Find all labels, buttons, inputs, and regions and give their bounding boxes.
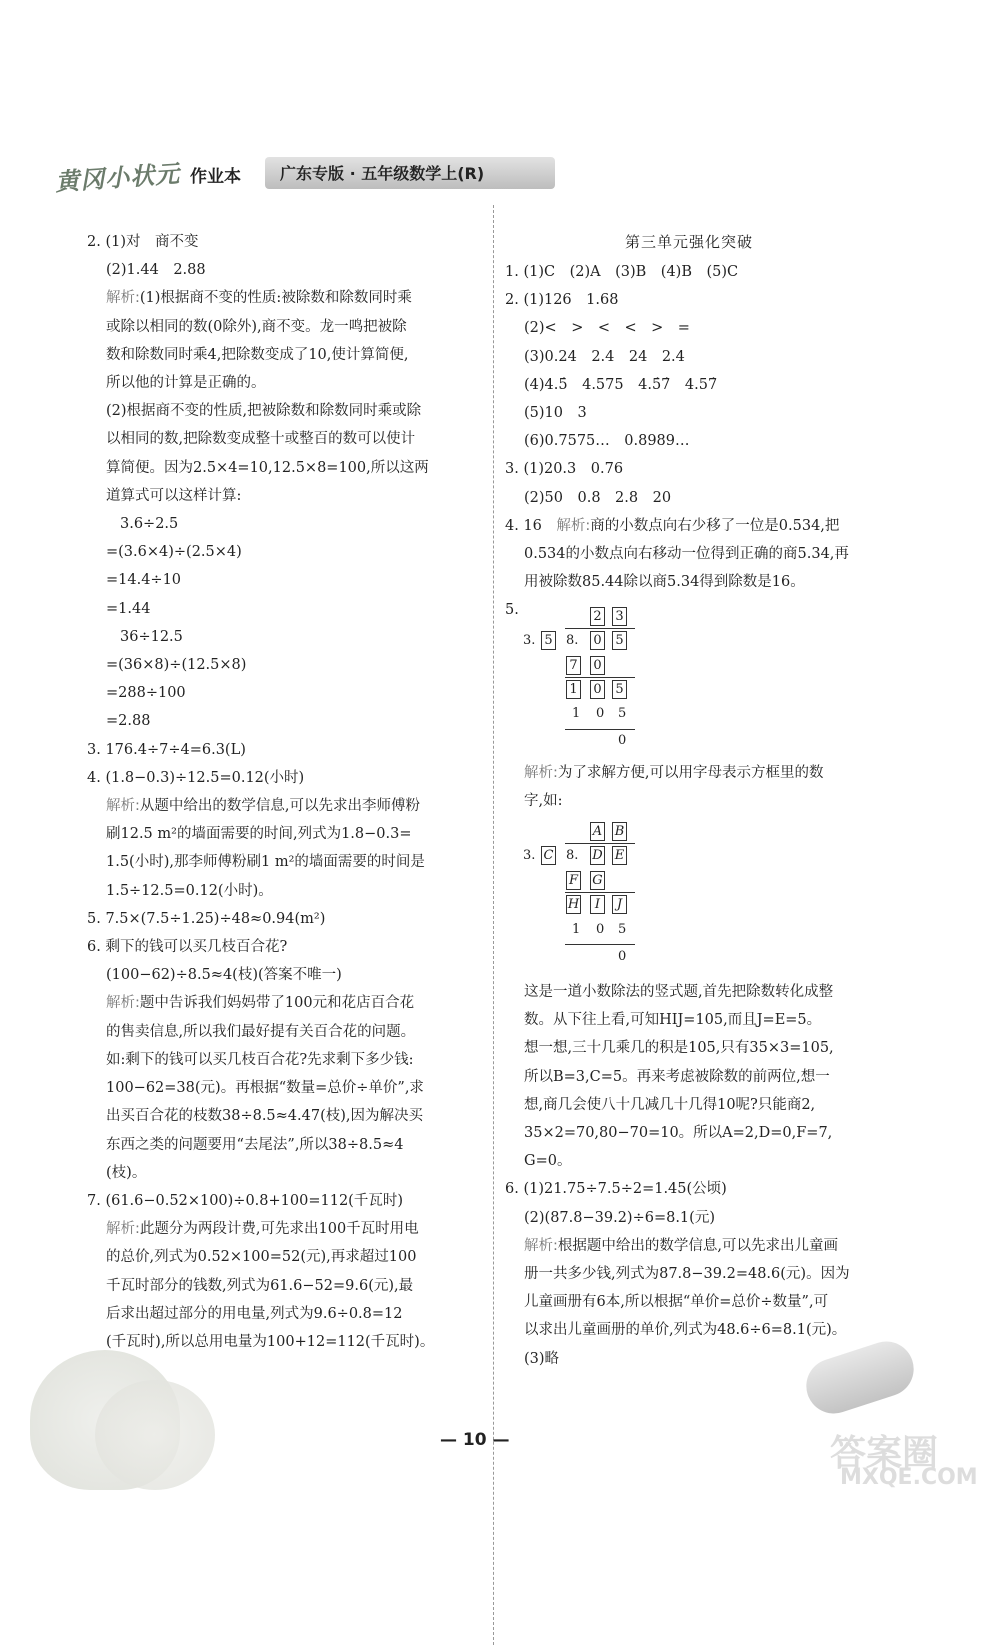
tree-illustration	[95, 1380, 215, 1490]
analysis-line: 解析:题中告诉我们妈妈带了100元和花店百合花	[106, 995, 415, 1012]
answer-line: (100−62)÷8.5≈4(枝)(答案不唯一)	[106, 967, 342, 984]
answer-line: (6)0.7575… 0.8989…	[524, 433, 690, 450]
brand-logo: 黄冈小状元	[54, 159, 181, 197]
analysis-line: 0.534的小数点向右移动一位得到正确的商5.34,再	[524, 546, 849, 563]
quotient-digit-box: 3	[612, 607, 627, 626]
calc-line: =1.44	[106, 600, 151, 617]
analysis-label: 解析:	[106, 1221, 140, 1238]
analysis-line: 以求出儿童画册的单价,列式为48.6÷6=8.1(元)。	[524, 1322, 847, 1339]
analysis-line: 用被除数85.44除以商5.34得到除数是16。	[524, 574, 805, 591]
answer-line: (3)略	[524, 1350, 560, 1367]
division-line	[565, 677, 635, 678]
step-letter-box: G	[590, 871, 605, 890]
answer-line: 1. (1)C (2)A (3)B (4)B (5)C	[505, 264, 739, 280]
watermark-url: MXQE.COM	[840, 1465, 978, 1490]
calc-line: =2.88	[106, 713, 151, 730]
step-digit: 1	[572, 922, 581, 937]
step-digit: 0	[596, 706, 605, 721]
dividend-digit-box: 0	[590, 631, 605, 650]
calc-line: =288÷100	[106, 685, 186, 702]
step-digit-box: 0	[590, 656, 605, 675]
answer-line: 2. (1)126 1.68	[505, 292, 619, 309]
answer-line: 7. (61.6−0.52×100)÷0.8+100=112(千瓦时)	[87, 1192, 403, 1209]
analysis-line: 所以B=3,C=5。再来考虑被除数的前两位,想一	[524, 1068, 830, 1085]
division-line	[565, 944, 635, 945]
analysis-line: 后求出超过部分的用电量,列式为9.6÷0.8=12	[106, 1305, 403, 1322]
step-digit: 1	[572, 706, 581, 721]
analysis-line: 解析:(1)根据商不变的性质:被除数和除数同时乘	[106, 290, 412, 307]
analysis-label: 解析:	[106, 290, 140, 307]
book-title: 作业本	[190, 167, 241, 187]
analysis-line: 想,商几会使八十几减几十几得10呢?只能商2,	[524, 1096, 816, 1113]
divisor-text: 3.	[523, 633, 536, 648]
analysis-line: 解析:为了求解方便,可以用字母表示方框里的数	[524, 765, 824, 781]
analysis-line: 东西之类的问题要用“去尾法”,所以38÷8.5≈4	[106, 1136, 404, 1153]
step-letter-box: I	[590, 895, 605, 914]
left-column	[87, 228, 487, 1356]
right-column-mid	[505, 759, 925, 815]
quotient-digit-box: 2	[590, 607, 605, 626]
watermark: 答案圈	[830, 1433, 939, 1474]
divisor-letter-box: C	[541, 846, 556, 865]
step-digit: 5	[618, 922, 627, 937]
answer-line: 3. (1)20.3 0.76	[505, 461, 624, 478]
quotient-letter-box: B	[612, 822, 627, 841]
analysis-label: 解析:	[106, 798, 140, 815]
answer-line: 6. 剩下的钱可以买几枝百合花?	[87, 939, 288, 956]
dividend-letter-box: E	[612, 846, 627, 865]
right-column-bottom	[505, 978, 925, 1373]
answer-line: 4. (1.8−0.3)÷12.5=0.12(小时)	[87, 769, 305, 786]
answer-line: 4. 16 解析:商的小数点向右少移了一位是0.534,把	[505, 517, 840, 534]
analysis-line: 道算式可以这样计算:	[106, 487, 242, 504]
analysis-line: 所以他的计算是正确的。	[106, 375, 266, 392]
analysis-label: 解析:	[524, 765, 558, 781]
step-letter-box: H	[567, 897, 580, 912]
division-bar	[565, 843, 635, 844]
division-line	[565, 729, 635, 730]
divisor-text: 3.	[523, 848, 536, 863]
answer-line: (2)(87.8−39.2)÷6=8.1(元)	[524, 1209, 715, 1226]
answer-line: (3)0.24 2.4 24 2.4	[524, 348, 685, 365]
division-bar	[565, 628, 635, 629]
calc-line: 36÷12.5	[120, 628, 183, 645]
answer-line: (4)4.5̇ 4.575 4.5̇7̇ 4.57̇	[524, 376, 718, 393]
step-letter-box: F	[566, 871, 581, 890]
section-title: 第三单元强化突破	[625, 233, 754, 251]
analysis-label: 解析:	[556, 517, 591, 534]
analysis-line: 以相同的数,把除数变成整十或整百的数可以使计	[106, 431, 416, 448]
analysis-line: (枝)。	[106, 1164, 147, 1181]
answer-line: (2)50 0.8 2.8 20	[524, 489, 672, 506]
answer-line: (2)< > < < > =	[524, 320, 690, 337]
analysis-line: (2)根据商不变的性质,把被除数和除数同时乘或除	[106, 403, 422, 420]
step-digit-box: 7	[566, 656, 581, 675]
analysis-line: 解析:根据题中给出的数学信息,可以先求出儿童画	[524, 1237, 838, 1254]
answer-line: 3. 176.4÷7÷4=6.3(L)	[87, 741, 246, 758]
analysis-line: 字,如:	[524, 793, 563, 810]
step-letter-box: J	[612, 895, 627, 914]
remainder: 0	[618, 949, 627, 964]
step-digit: 0	[596, 922, 605, 937]
column-divider	[493, 205, 494, 1645]
analysis-line: 刷12.5 m²的墙面需要的时间,列式为1.8−0.3=	[106, 826, 412, 843]
remainder: 0	[618, 733, 627, 748]
analysis-line: 解析:此题分为两段计费,可先求出100千瓦时用电	[106, 1221, 419, 1238]
analysis-line: (千瓦时),所以总用电量为100+12=112(千瓦时)。	[106, 1333, 435, 1350]
analysis-line: 解析:从题中给出的数学信息,可以先求出李师傅粉	[106, 798, 420, 815]
analysis-line: 数和除数同时乘4,把除数变成了10,使计算简便,	[106, 346, 409, 363]
page-number: — 10 —	[440, 1430, 510, 1450]
calc-line: =(36×8)÷(12.5×8)	[106, 657, 247, 674]
analysis-line: 出买百合花的枝数38÷8.5≈4.47(枝),因为解决买	[106, 1108, 424, 1125]
analysis-line: 这是一道小数除法的竖式题,首先把除数转化成整	[524, 984, 834, 1000]
analysis-line: 1.5÷12.5=0.12(小时)。	[106, 882, 273, 899]
step-digit-box: 1	[566, 680, 581, 699]
step-digit-box: 5	[612, 680, 627, 699]
answer-line: 6. (1)21.75÷7.5÷2=1.45(公顷)	[505, 1181, 727, 1198]
analysis-line: 或除以相同的数(0除外),商不变。龙一鸣把被除	[106, 318, 407, 335]
quotient-letter-box: A	[590, 822, 605, 841]
calc-line: =(3.6×4)÷(2.5×4)	[106, 544, 242, 561]
analysis-line: 想一想,三十几乘几的积是105,只有35×3=105,	[524, 1040, 834, 1057]
analysis-line: 算简便。因为2.5×4=10,12.5×8=100,所以这两	[106, 459, 429, 476]
analysis-line: 数。从下往上看,可知HIJ=105,而且J=E=5。	[524, 1012, 822, 1029]
analysis-line: 如:剩下的钱可以买几枝百合花?先求剩下多少钱:	[106, 1051, 414, 1068]
analysis-line: 1.5(小时),那李师傅粉刷1 m²的墙面需要的时间是	[106, 854, 425, 871]
step-digit-box: 0	[590, 680, 605, 699]
division-line	[565, 892, 635, 893]
calc-line: 3.6÷2.5	[120, 516, 179, 533]
answer-line: (2)1.44 2.88	[106, 262, 206, 279]
dividend-digit-box: 5	[612, 631, 627, 650]
analysis-label: 解析:	[106, 995, 140, 1012]
analysis-line: 儿童画册有6本,所以根据“单价=总价÷数量”,可	[524, 1294, 829, 1311]
right-column-top	[505, 258, 925, 625]
analysis-line: 100−62=38(元)。再根据“数量=总价÷单价”,求	[106, 1080, 424, 1097]
analysis-line: 册一共多少钱,列式为87.8−39.2=48.6(元)。因为	[524, 1266, 850, 1283]
dividend-letter-box: D	[590, 846, 605, 865]
dividend-text: 8.	[566, 633, 579, 648]
answer-line: (5)10 3	[524, 405, 587, 422]
answer-line: 5.	[505, 602, 519, 619]
analysis-line: 的总价,列式为0.52×100=52(元),再求超过100	[106, 1249, 417, 1266]
analysis-line: 35×2=70,80−70=10。所以A=2,D=0,F=7,	[524, 1125, 833, 1142]
analysis-line: 的售卖信息,所以我们最好提有关百合花的问题。	[106, 1023, 416, 1040]
answer-line: 5. 7.5×(7.5÷1.25)÷48≈0.94(m²)	[87, 910, 326, 927]
dividend-text: 8.	[566, 848, 579, 863]
analysis-line: G=0。	[524, 1153, 572, 1170]
analysis-line: 千瓦时部分的钱数,列式为61.6−52=9.6(元),最	[106, 1277, 414, 1294]
analysis-label: 解析:	[524, 1237, 558, 1254]
step-digit: 5	[618, 706, 627, 721]
divisor-digit-box: 5	[541, 631, 556, 650]
calc-line: =14.4÷10	[106, 572, 182, 589]
edition-label: 广东专版 · 五年级数学上(R)	[280, 164, 485, 183]
answer-line: 2. (1)对 商不变	[87, 234, 199, 250]
